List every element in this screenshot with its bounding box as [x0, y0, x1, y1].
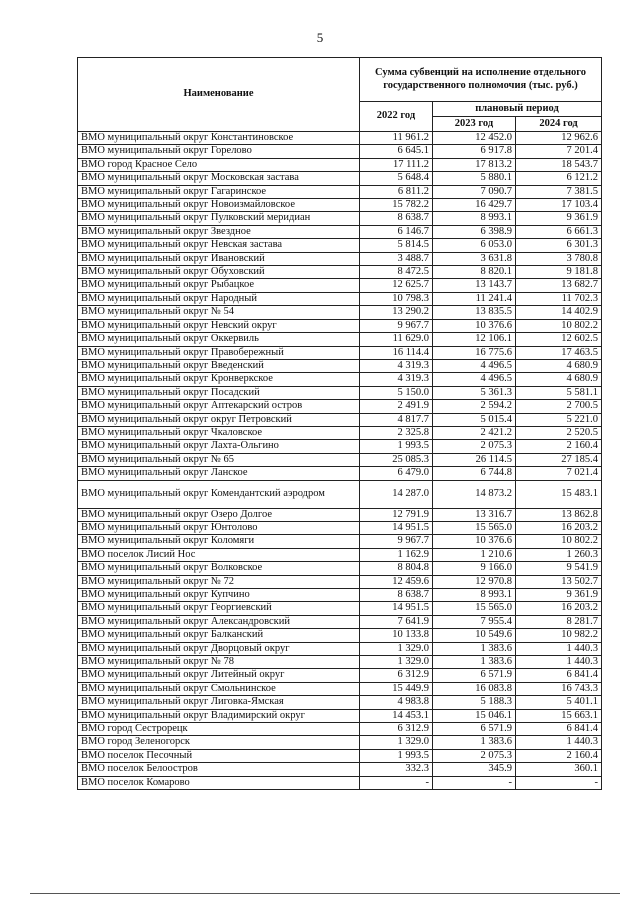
row-value-2023: 15 565.0	[433, 521, 516, 534]
table-row	[78, 252, 602, 265]
table-row	[78, 548, 602, 561]
row-value-2023: 5 361.3	[433, 386, 516, 399]
table-row	[78, 239, 602, 252]
row-value-2022: 10 798.3	[360, 292, 433, 305]
row-value-2023: 9 166.0	[433, 562, 516, 575]
row-value-2024: 2 700.5	[516, 400, 602, 413]
row-value-2023: 6 744.8	[433, 467, 516, 480]
row-value-2023: -	[433, 776, 516, 789]
row-value-2024: 6 841.4	[516, 669, 602, 682]
row-value-2022: 2 325.8	[360, 426, 433, 439]
row-value-2023: 12 106.1	[433, 333, 516, 346]
row-value-2022: 14 287.0	[360, 480, 433, 508]
row-value-2024: 360.1	[516, 763, 602, 776]
row-value-2024: 6 661.3	[516, 225, 602, 238]
row-value-2022: 6 479.0	[360, 467, 433, 480]
row-value-2024: 9 361.9	[516, 212, 602, 225]
table-row	[78, 696, 602, 709]
row-value-2023: 4 496.5	[433, 373, 516, 386]
row-name: ВМО город Зеленогорск	[78, 736, 360, 749]
row-value-2023: 2 594.2	[433, 400, 516, 413]
row-name: ВМО муниципальный округ № 65	[78, 453, 360, 466]
row-value-2024: 6 841.4	[516, 723, 602, 736]
row-value-2022: 9 967.7	[360, 319, 433, 332]
table-row	[78, 292, 602, 305]
row-value-2022: 6 312.9	[360, 669, 433, 682]
table-row	[78, 709, 602, 722]
row-value-2022: 17 111.2	[360, 158, 433, 171]
row-name: ВМО муниципальный округ Александровский	[78, 615, 360, 628]
row-name: ВМО муниципальный округ Владимирский округ	[78, 709, 360, 722]
row-value-2023: 16 083.8	[433, 682, 516, 695]
row-name: ВМО муниципальный округ Озеро Долгое	[78, 508, 360, 521]
row-value-2023: 13 835.5	[433, 306, 516, 319]
row-value-2023: 13 316.7	[433, 508, 516, 521]
row-value-2022: 6 811.2	[360, 185, 433, 198]
row-value-2023: 6 398.9	[433, 225, 516, 238]
row-value-2023: 6 571.9	[433, 723, 516, 736]
row-value-2024: 13 502.7	[516, 575, 602, 588]
row-value-2022: 3 488.7	[360, 252, 433, 265]
row-value-2024: 13 682.7	[516, 279, 602, 292]
row-name: ВМО муниципальный округ Дворцовый округ	[78, 642, 360, 655]
table-row	[78, 723, 602, 736]
row-name: ВМО муниципальный округ Новоизмайловское	[78, 199, 360, 212]
row-value-2022: 4 983.8	[360, 696, 433, 709]
row-value-2022: 12 791.9	[360, 508, 433, 521]
row-name: ВМО муниципальный округ Пулковский меридиан	[78, 212, 360, 225]
row-value-2024: 1 440.3	[516, 656, 602, 669]
row-value-2022: 14 951.5	[360, 521, 433, 534]
row-value-2022: 4 817.7	[360, 413, 433, 426]
table-row	[78, 589, 602, 602]
row-value-2022: 9 967.7	[360, 535, 433, 548]
row-name: ВМО муниципальный округ Оккервиль	[78, 333, 360, 346]
table-row	[78, 521, 602, 534]
row-name: ВМО муниципальный округ № 72	[78, 575, 360, 588]
row-name: ВМО поселок Песочный	[78, 749, 360, 762]
row-name: ВМО муниципальный округ Горелово	[78, 145, 360, 158]
row-value-2023: 2 075.3	[433, 749, 516, 762]
table-row	[78, 132, 602, 145]
row-value-2022: 15 782.2	[360, 199, 433, 212]
row-name: ВМО муниципальный округ Невская застава	[78, 239, 360, 252]
table-row	[78, 199, 602, 212]
row-value-2024: 10 802.2	[516, 535, 602, 548]
row-value-2022: 4 319.3	[360, 359, 433, 372]
row-value-2023: 8 820.1	[433, 266, 516, 279]
page-number: 5	[316, 30, 324, 45]
row-value-2022: 2 491.9	[360, 400, 433, 413]
row-name: ВМО муниципальный округ Лахта-Ольгино	[78, 440, 360, 453]
table-row	[78, 319, 602, 332]
row-value-2023: 10 376.6	[433, 319, 516, 332]
row-name: ВМО муниципальный округ Ивановский	[78, 252, 360, 265]
row-value-2024: 12 602.5	[516, 333, 602, 346]
row-value-2024: 10 802.2	[516, 319, 602, 332]
row-value-2022: 15 449.9	[360, 682, 433, 695]
row-value-2023: 6 917.8	[433, 145, 516, 158]
row-value-2023: 16 775.6	[433, 346, 516, 359]
row-value-2023: 345.9	[433, 763, 516, 776]
table-row	[78, 642, 602, 655]
row-value-2023: 12 452.0	[433, 132, 516, 145]
row-value-2022: 1 993.5	[360, 749, 433, 762]
table-row	[78, 158, 602, 171]
row-value-2022: 5 814.5	[360, 239, 433, 252]
row-value-2024: 10 982.2	[516, 629, 602, 642]
row-name: ВМО муниципальный округ Кронверкское	[78, 373, 360, 386]
table-row	[78, 145, 602, 158]
row-value-2024: 14 402.9	[516, 306, 602, 319]
row-value-2024: 7 021.4	[516, 467, 602, 480]
row-value-2024: 4 680.9	[516, 373, 602, 386]
row-value-2022: 14 453.1	[360, 709, 433, 722]
table-row	[78, 508, 602, 521]
row-value-2024: 11 702.3	[516, 292, 602, 305]
row-value-2022: 14 951.5	[360, 602, 433, 615]
table-row	[78, 682, 602, 695]
row-value-2023: 1 383.6	[433, 642, 516, 655]
table-row	[78, 736, 602, 749]
row-value-2023: 3 631.8	[433, 252, 516, 265]
table-body	[78, 132, 602, 790]
row-name: ВМО муниципальный округ Звездное	[78, 225, 360, 238]
table-row	[78, 225, 602, 238]
row-value-2024: 7 381.5	[516, 185, 602, 198]
table-row	[78, 413, 602, 426]
row-value-2024: 6 121.2	[516, 172, 602, 185]
table-row	[78, 185, 602, 198]
row-value-2023: 5 880.1	[433, 172, 516, 185]
row-name: ВМО муниципальный округ Введенский	[78, 359, 360, 372]
row-value-2023: 11 241.4	[433, 292, 516, 305]
row-value-2023: 17 813.2	[433, 158, 516, 171]
table-row	[78, 306, 602, 319]
row-value-2024: 3 780.8	[516, 252, 602, 265]
row-name: ВМО город Красное Село	[78, 158, 360, 171]
row-value-2022: 1 329.0	[360, 642, 433, 655]
row-name: ВМО муниципальный округ Комендантский аэродром	[78, 480, 360, 508]
row-value-2023: 8 993.1	[433, 212, 516, 225]
table-row	[78, 400, 602, 413]
row-name: ВМО муниципальный округ Народный	[78, 292, 360, 305]
table-row	[78, 602, 602, 615]
row-value-2023: 14 873.2	[433, 480, 516, 508]
row-value-2023: 5 015.4	[433, 413, 516, 426]
row-value-2024: 2 520.5	[516, 426, 602, 439]
row-value-2022: 12 459.6	[360, 575, 433, 588]
table-row	[78, 333, 602, 346]
row-value-2023: 1 383.6	[433, 656, 516, 669]
row-value-2024: 16 743.3	[516, 682, 602, 695]
row-value-2022: 25 085.3	[360, 453, 433, 466]
row-value-2022: 6 312.9	[360, 723, 433, 736]
table-row	[78, 266, 602, 279]
row-value-2024: 9 541.9	[516, 562, 602, 575]
row-name: ВМО муниципальный округ Балканский	[78, 629, 360, 642]
row-value-2024: 13 862.8	[516, 508, 602, 521]
header-name: Наименование	[78, 58, 360, 132]
table-row	[78, 629, 602, 642]
row-value-2024: 5 401.1	[516, 696, 602, 709]
row-value-2022: 8 472.5	[360, 266, 433, 279]
row-name: ВМО муниципальный округ Георгиевский	[78, 602, 360, 615]
table-row	[78, 656, 602, 669]
row-name: ВМО поселок Лисий Нос	[78, 548, 360, 561]
table-row	[78, 763, 602, 776]
row-value-2022: 10 133.8	[360, 629, 433, 642]
row-value-2022: 11 961.2	[360, 132, 433, 145]
row-value-2023: 10 376.6	[433, 535, 516, 548]
row-value-2024: 16 203.2	[516, 602, 602, 615]
row-value-2024: 15 663.1	[516, 709, 602, 722]
row-value-2023: 12 970.8	[433, 575, 516, 588]
row-name: ВМО муниципальный округ Константиновское	[78, 132, 360, 145]
row-value-2024: 4 680.9	[516, 359, 602, 372]
table-row	[78, 386, 602, 399]
table-row	[78, 480, 602, 508]
row-value-2024: 7 201.4	[516, 145, 602, 158]
table-row	[78, 426, 602, 439]
row-value-2024: 2 160.4	[516, 440, 602, 453]
row-value-2022: 332.3	[360, 763, 433, 776]
row-value-2022: 11 629.0	[360, 333, 433, 346]
row-value-2023: 2 075.3	[433, 440, 516, 453]
row-value-2023: 13 143.7	[433, 279, 516, 292]
row-value-2024: 1 440.3	[516, 736, 602, 749]
row-name: ВМО поселок Белоостров	[78, 763, 360, 776]
row-value-2024: 12 962.6	[516, 132, 602, 145]
table-row	[78, 669, 602, 682]
table-row	[78, 453, 602, 466]
row-value-2023: 7 090.7	[433, 185, 516, 198]
row-value-2024: 5 581.1	[516, 386, 602, 399]
subventions-table	[77, 57, 602, 790]
row-value-2024: 6 301.3	[516, 239, 602, 252]
row-value-2024: 18 543.7	[516, 158, 602, 171]
table-row	[78, 172, 602, 185]
row-value-2024: -	[516, 776, 602, 789]
row-value-2023: 16 429.7	[433, 199, 516, 212]
row-value-2022: 1 993.5	[360, 440, 433, 453]
row-value-2022: 6 645.1	[360, 145, 433, 158]
row-value-2023: 26 114.5	[433, 453, 516, 466]
table-row	[78, 212, 602, 225]
row-value-2024: 17 463.5	[516, 346, 602, 359]
row-value-2023: 1 383.6	[433, 736, 516, 749]
row-value-2022: 8 638.7	[360, 212, 433, 225]
header-year-2024: 2024 год	[516, 117, 602, 132]
row-value-2023: 6 571.9	[433, 669, 516, 682]
row-value-2022: 12 625.7	[360, 279, 433, 292]
row-name: ВМО муниципальный округ Смольнинское	[78, 682, 360, 695]
row-name: ВМО муниципальный округ Аптекарский остров	[78, 400, 360, 413]
row-value-2023: 4 496.5	[433, 359, 516, 372]
row-value-2023: 15 565.0	[433, 602, 516, 615]
row-name: ВМО город Сестрорецк	[78, 723, 360, 736]
row-name: ВМО муниципальный округ Ланское	[78, 467, 360, 480]
row-value-2023: 6 053.0	[433, 239, 516, 252]
table-row	[78, 346, 602, 359]
row-value-2022: 6 146.7	[360, 225, 433, 238]
row-name: ВМО муниципальный округ № 54	[78, 306, 360, 319]
row-name: ВМО муниципальный округ Обуховский	[78, 266, 360, 279]
row-value-2023: 5 188.3	[433, 696, 516, 709]
table-row	[78, 749, 602, 762]
row-value-2022: 8 638.7	[360, 589, 433, 602]
table-row	[78, 373, 602, 386]
row-name: ВМО муниципальный округ Рыбацкое	[78, 279, 360, 292]
row-value-2024: 1 440.3	[516, 642, 602, 655]
row-value-2022: 4 319.3	[360, 373, 433, 386]
row-value-2022: -	[360, 776, 433, 789]
row-name: ВМО муниципальный округ Московская застава	[78, 172, 360, 185]
table-row	[78, 615, 602, 628]
row-value-2024: 8 281.7	[516, 615, 602, 628]
row-value-2024: 15 483.1	[516, 480, 602, 508]
row-value-2024: 27 185.4	[516, 453, 602, 466]
header-planned-period: плановый период	[433, 102, 602, 117]
row-name: ВМО муниципальный округ Юнтолово	[78, 521, 360, 534]
header-year-2023: 2023 год	[433, 117, 516, 132]
row-value-2022: 7 641.9	[360, 615, 433, 628]
row-value-2024: 5 221.0	[516, 413, 602, 426]
row-name: ВМО муниципальный округ Купчино	[78, 589, 360, 602]
row-value-2024: 9 181.8	[516, 266, 602, 279]
row-name: ВМО муниципальный округ Коломяги	[78, 535, 360, 548]
row-value-2022: 8 804.8	[360, 562, 433, 575]
table-row	[78, 535, 602, 548]
row-name: ВМО муниципальный округ Литейный округ	[78, 669, 360, 682]
row-value-2024: 9 361.9	[516, 589, 602, 602]
row-value-2023: 10 549.6	[433, 629, 516, 642]
row-value-2024: 2 160.4	[516, 749, 602, 762]
row-value-2022: 5 150.0	[360, 386, 433, 399]
table-row	[78, 575, 602, 588]
table-row	[78, 440, 602, 453]
row-value-2024: 17 103.4	[516, 199, 602, 212]
row-name: ВМО муниципальный округ Посадский	[78, 386, 360, 399]
row-name: ВМО муниципальный округ Лиговка-Ямская	[78, 696, 360, 709]
row-value-2022: 1 162.9	[360, 548, 433, 561]
row-name: ВМО муниципальный округ № 78	[78, 656, 360, 669]
table-row	[78, 359, 602, 372]
row-name: ВМО муниципальный округ Невский округ	[78, 319, 360, 332]
page-bottom-rule	[30, 893, 620, 894]
row-name: ВМО муниципальный округ Гагаринское	[78, 185, 360, 198]
table-row	[78, 467, 602, 480]
row-name: ВМО муниципальный округ Правобережный	[78, 346, 360, 359]
header-sum-title: Сумма субвенций на исполнение отдельного государственного полномочия (тыс. руб.)	[360, 58, 602, 102]
row-value-2022: 5 648.4	[360, 172, 433, 185]
table-row	[78, 776, 602, 789]
row-value-2023: 15 046.1	[433, 709, 516, 722]
row-name: ВМО муниципальный округ Волковское	[78, 562, 360, 575]
row-name: ВМО муниципальный округ округ Петровский	[78, 413, 360, 426]
row-value-2022: 1 329.0	[360, 736, 433, 749]
row-value-2023: 7 955.4	[433, 615, 516, 628]
row-value-2024: 1 260.3	[516, 548, 602, 561]
row-value-2022: 16 114.4	[360, 346, 433, 359]
row-name: ВМО поселок Комарово	[78, 776, 360, 789]
row-name: ВМО муниципальный округ Чкаловское	[78, 426, 360, 439]
row-value-2023: 2 421.2	[433, 426, 516, 439]
row-value-2022: 1 329.0	[360, 656, 433, 669]
row-value-2022: 13 290.2	[360, 306, 433, 319]
header-year-2022: 2022 год	[360, 102, 433, 132]
table-row	[78, 562, 602, 575]
row-value-2023: 8 993.1	[433, 589, 516, 602]
row-value-2024: 16 203.2	[516, 521, 602, 534]
row-value-2023: 1 210.6	[433, 548, 516, 561]
table-row	[78, 279, 602, 292]
